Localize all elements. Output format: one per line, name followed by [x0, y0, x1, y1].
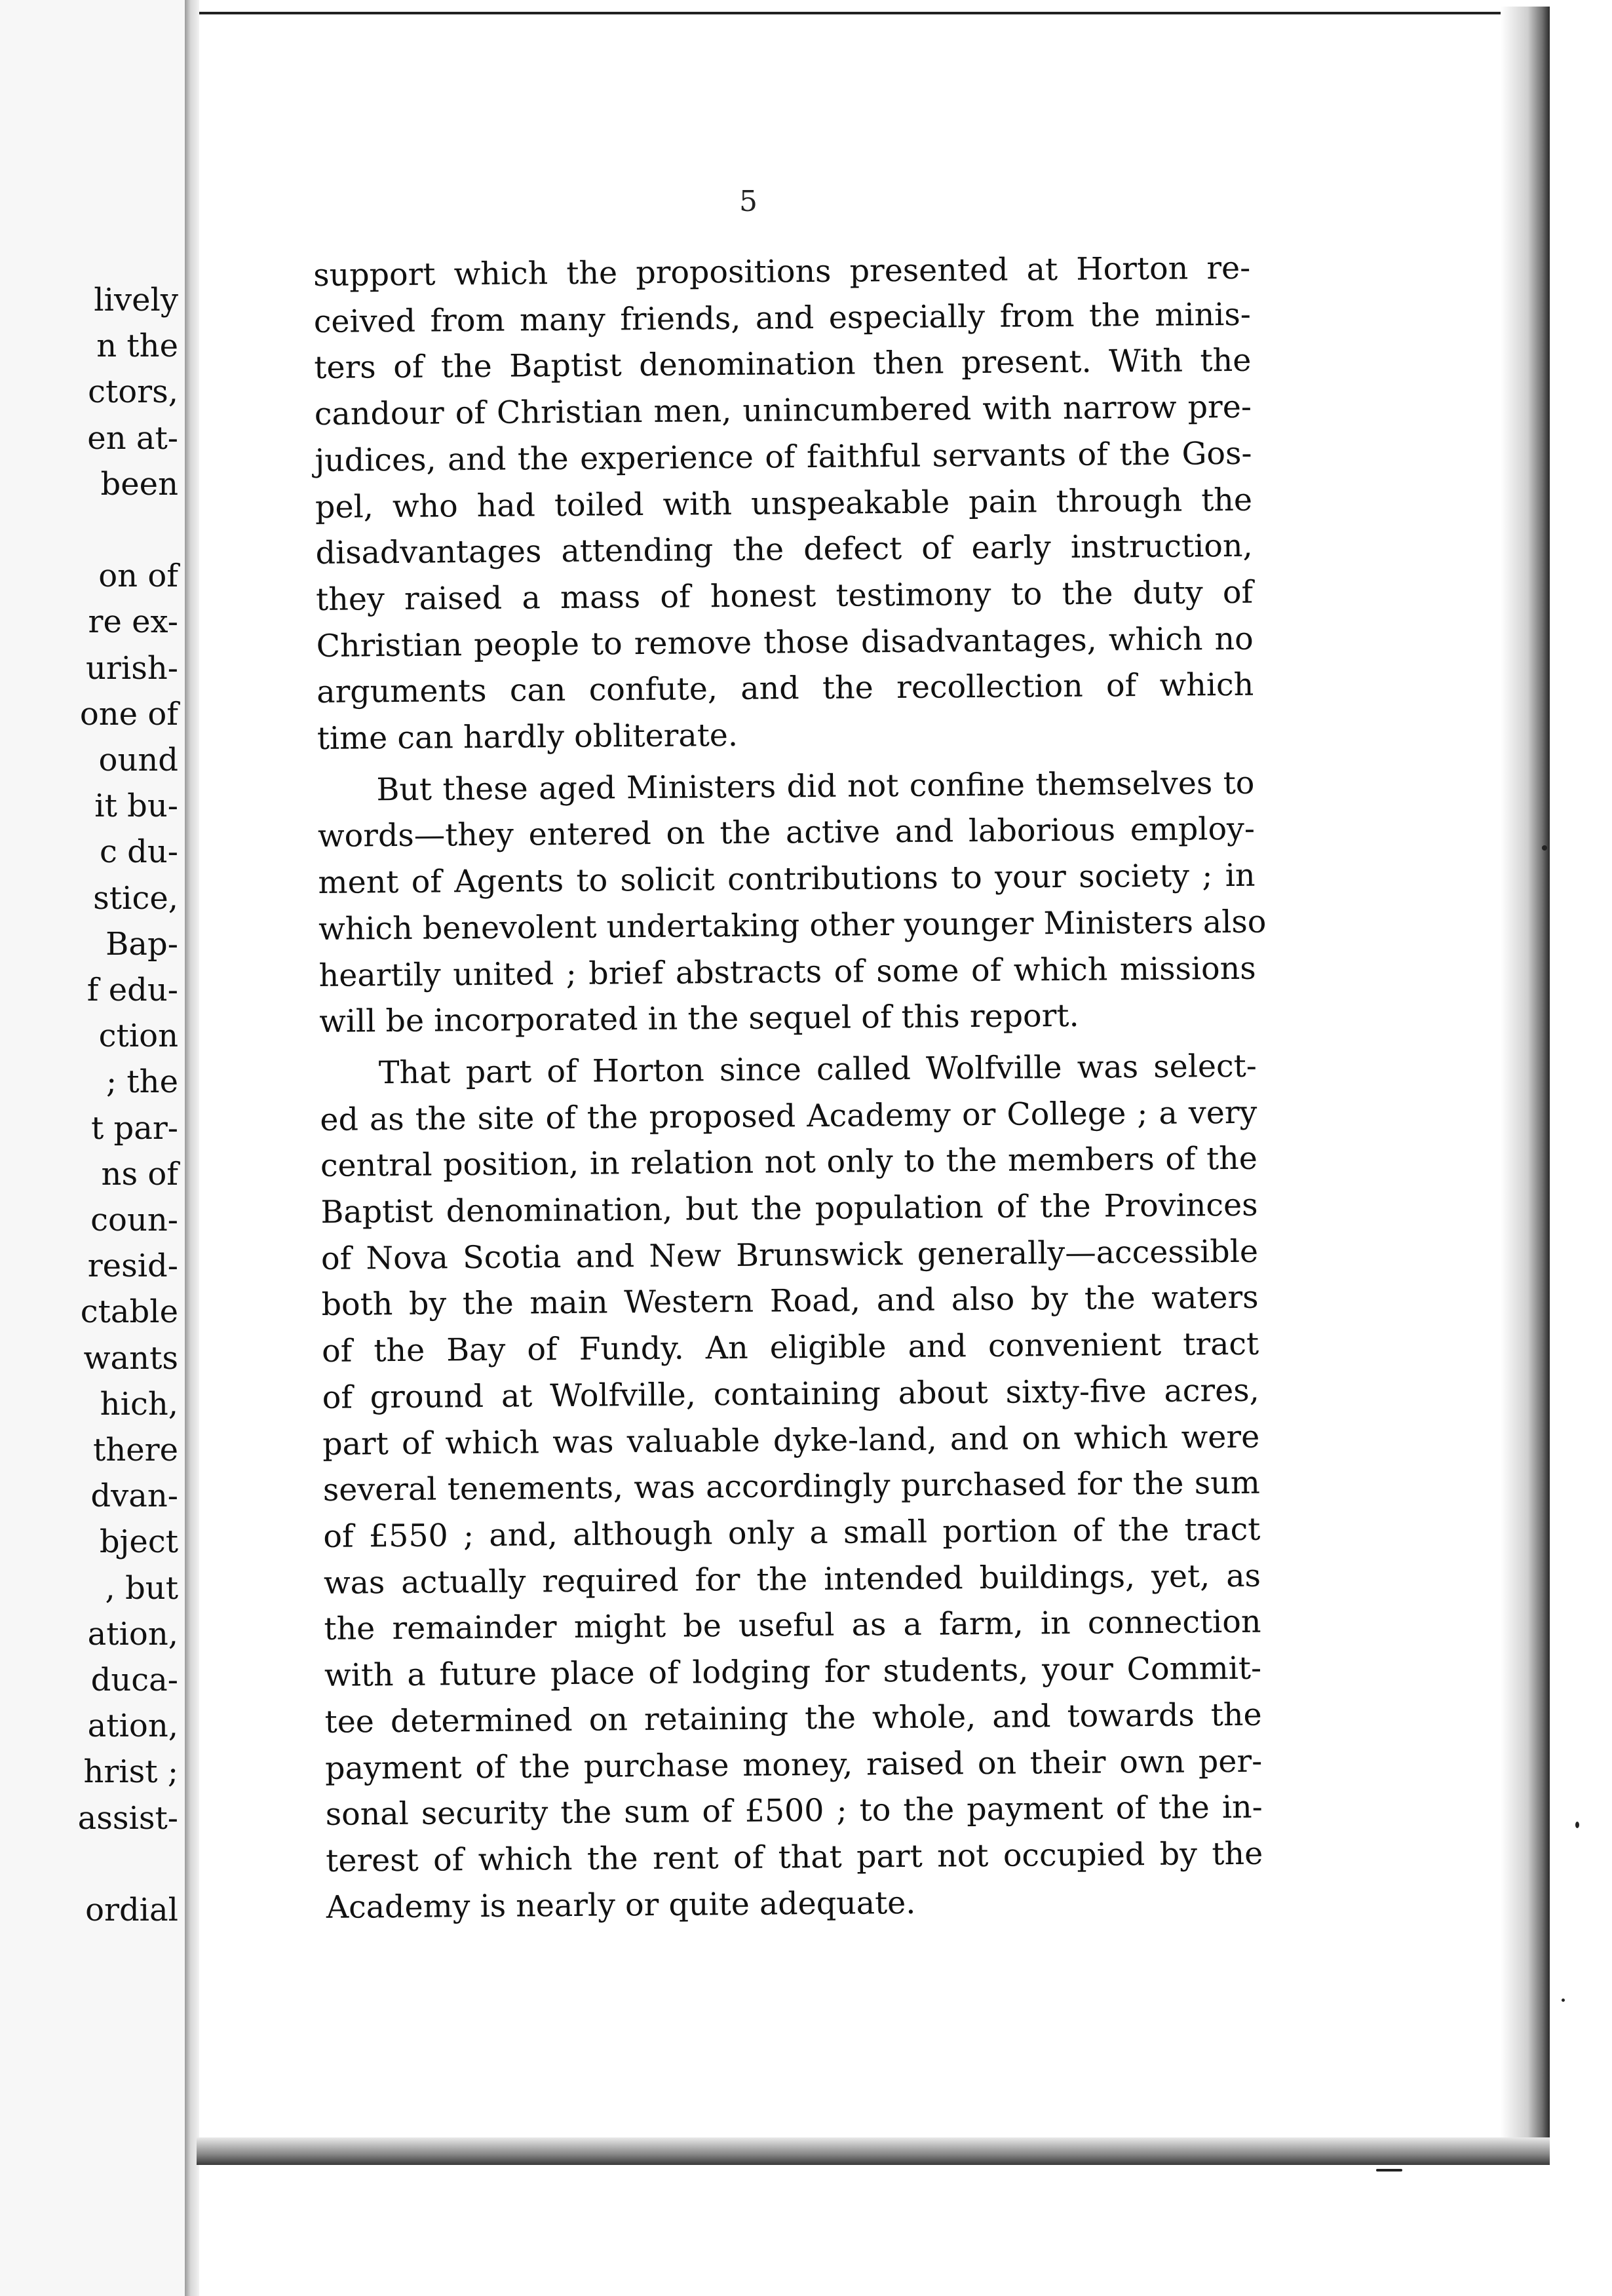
left-page-fragment: duca-	[90, 1662, 178, 1698]
text-line: both by the main Western Road, and also by the waters	[321, 1280, 1259, 1324]
book-gutter	[185, 0, 199, 2296]
text-line: ceived from many friends, and especially from the minis-	[313, 296, 1251, 340]
text-line: heartily united ; brief abstracts of some of which missions	[318, 950, 1256, 994]
text-line: tee determined on retaining the whole, and towards the	[324, 1696, 1262, 1740]
text-line: the remainder might be useful as a farm, in connection	[324, 1604, 1261, 1648]
left-page-fragment: ns of	[101, 1155, 178, 1193]
text-line: of Nova Scotia and New Brunswick generally—accessible	[320, 1233, 1259, 1277]
dust-speck	[1562, 1999, 1565, 2002]
dust-speck	[1376, 2169, 1402, 2172]
left-page-fragment: ction	[98, 1018, 178, 1055]
left-page-fragment: bject	[99, 1523, 178, 1561]
left-page-fragment: ; the	[106, 1063, 178, 1101]
left-page-fragment: there	[93, 1432, 178, 1468]
text-line: terest of which the rent of that part not occupied by the	[326, 1835, 1263, 1879]
left-page-fragment: hrist ;	[83, 1753, 178, 1791]
left-page-fragment: , but	[105, 1569, 178, 1607]
left-page-fragment: Bap-	[106, 925, 178, 963]
left-page-fragment: resid-	[87, 1248, 178, 1285]
page-number: 5	[739, 185, 758, 218]
left-page-fragment: coun-	[90, 1202, 178, 1238]
text-line: disadvantages attending the defect of early instruction,	[315, 527, 1253, 572]
left-page-fragment: stice,	[93, 879, 178, 917]
left-page-fragment: ation,	[87, 1708, 178, 1745]
left-page-fragment: en at-	[87, 419, 178, 457]
left-page-fragment: t par-	[90, 1109, 178, 1147]
text-line: pel, who had toiled with unspeakable pain through the	[315, 482, 1253, 526]
left-page-fragment: been	[100, 465, 178, 503]
left-page-fragment: dvan-	[90, 1478, 178, 1515]
paragraph	[317, 760, 1267, 1045]
text-line: of £550 ; and, although only a small portion of the tract	[323, 1511, 1261, 1555]
paragraph	[320, 1044, 1264, 1932]
text-line: That part of Horton since called Wolfville was select-	[378, 1048, 1257, 1092]
text-line: payment of the purchase money, raised on their own per-	[324, 1743, 1263, 1787]
left-page-fragment: wants	[83, 1339, 178, 1377]
left-page-fragment: ound	[98, 742, 178, 778]
text-line: judices, and the experience of faithful servants of the Gos-	[315, 435, 1252, 479]
text-line: part of which was valuable dyke-land, and on which were	[322, 1419, 1260, 1463]
text-line: support which the propositions presented at Horton re-	[313, 250, 1251, 294]
dust-speck	[1575, 1822, 1579, 1828]
text-line: of ground at Wolfville, containing about sixty-five acres,	[322, 1372, 1259, 1416]
left-facing-page	[0, 0, 190, 2296]
text-line: they raised a mass of honest testimony to the duty of	[315, 574, 1254, 618]
page-bottom-edge	[197, 2137, 1550, 2165]
left-page-fragment: re ex-	[88, 603, 178, 641]
left-page-fragment: on of	[98, 558, 178, 595]
text-line: Christian people to remove those disadvantages, which no	[316, 621, 1254, 664]
text-line: arguments can confute, and the recollection of which	[317, 667, 1254, 711]
text-line: several tenements, was accordingly purchased for the sum	[322, 1464, 1261, 1509]
text-line: was actually required for the intended buildings, yet, as	[323, 1558, 1261, 1601]
text-line: candour of Christian men, unincumbered with narrow pre-	[314, 389, 1252, 433]
left-page-fragment: n the	[96, 328, 178, 365]
scanner-background	[1550, 0, 1612, 2296]
text-line: sonal security the sum of £500 ; to the payment of the in-	[325, 1789, 1263, 1833]
left-page-fragment: f edu-	[86, 972, 178, 1008]
left-page-fragment: ordial	[85, 1892, 178, 1928]
text-line: Academy is nearly or quite adequate.	[326, 1885, 916, 1926]
paragraph	[313, 246, 1254, 763]
text-line: ed as the site of the proposed Academy or College ; a very	[320, 1094, 1257, 1138]
text-line: central position, in relation not only to the members of the	[320, 1141, 1258, 1185]
left-page-fragment: lively	[94, 282, 178, 318]
text-line: with a future place of lodging for students, your Commit-	[324, 1650, 1262, 1694]
text-line: time can hardly obliterate.	[317, 717, 739, 757]
left-page-fragment: one of	[79, 695, 178, 733]
text-line: But these aged Ministers did not confine themselves to	[376, 765, 1255, 809]
text-line: ment of Agents to solicit contributions to your society ; in	[318, 857, 1256, 902]
dust-speck	[1542, 845, 1547, 851]
text-line: of the Bay of Fundy. An eligible and convenient tract	[321, 1326, 1259, 1370]
text-line: words—they entered on the active and laborious employ-	[317, 811, 1256, 855]
left-page-fragment: c du-	[100, 833, 178, 871]
text-line: will be incorporated in the sequel of this report.	[319, 998, 1079, 1041]
left-page-fragment: urish-	[86, 649, 178, 687]
left-page-fragment: assist-	[77, 1799, 178, 1837]
left-page-fragment: it bu-	[94, 788, 178, 825]
left-page-fragment: hich,	[100, 1385, 178, 1423]
text-line: Baptist denomination, but the population of the Provinces	[320, 1187, 1258, 1231]
body-text	[313, 246, 1267, 1936]
left-page-fragment: ation,	[87, 1615, 178, 1653]
left-page-fragment: ctable	[80, 1293, 178, 1331]
left-page-fragment: ctors,	[88, 373, 178, 411]
text-line: which benevolent undertaking other younger Ministers also	[318, 904, 1267, 947]
text-line: ters of the Baptist denomination then present. With the	[314, 343, 1252, 387]
page-edge-shadow	[1501, 7, 1550, 2143]
